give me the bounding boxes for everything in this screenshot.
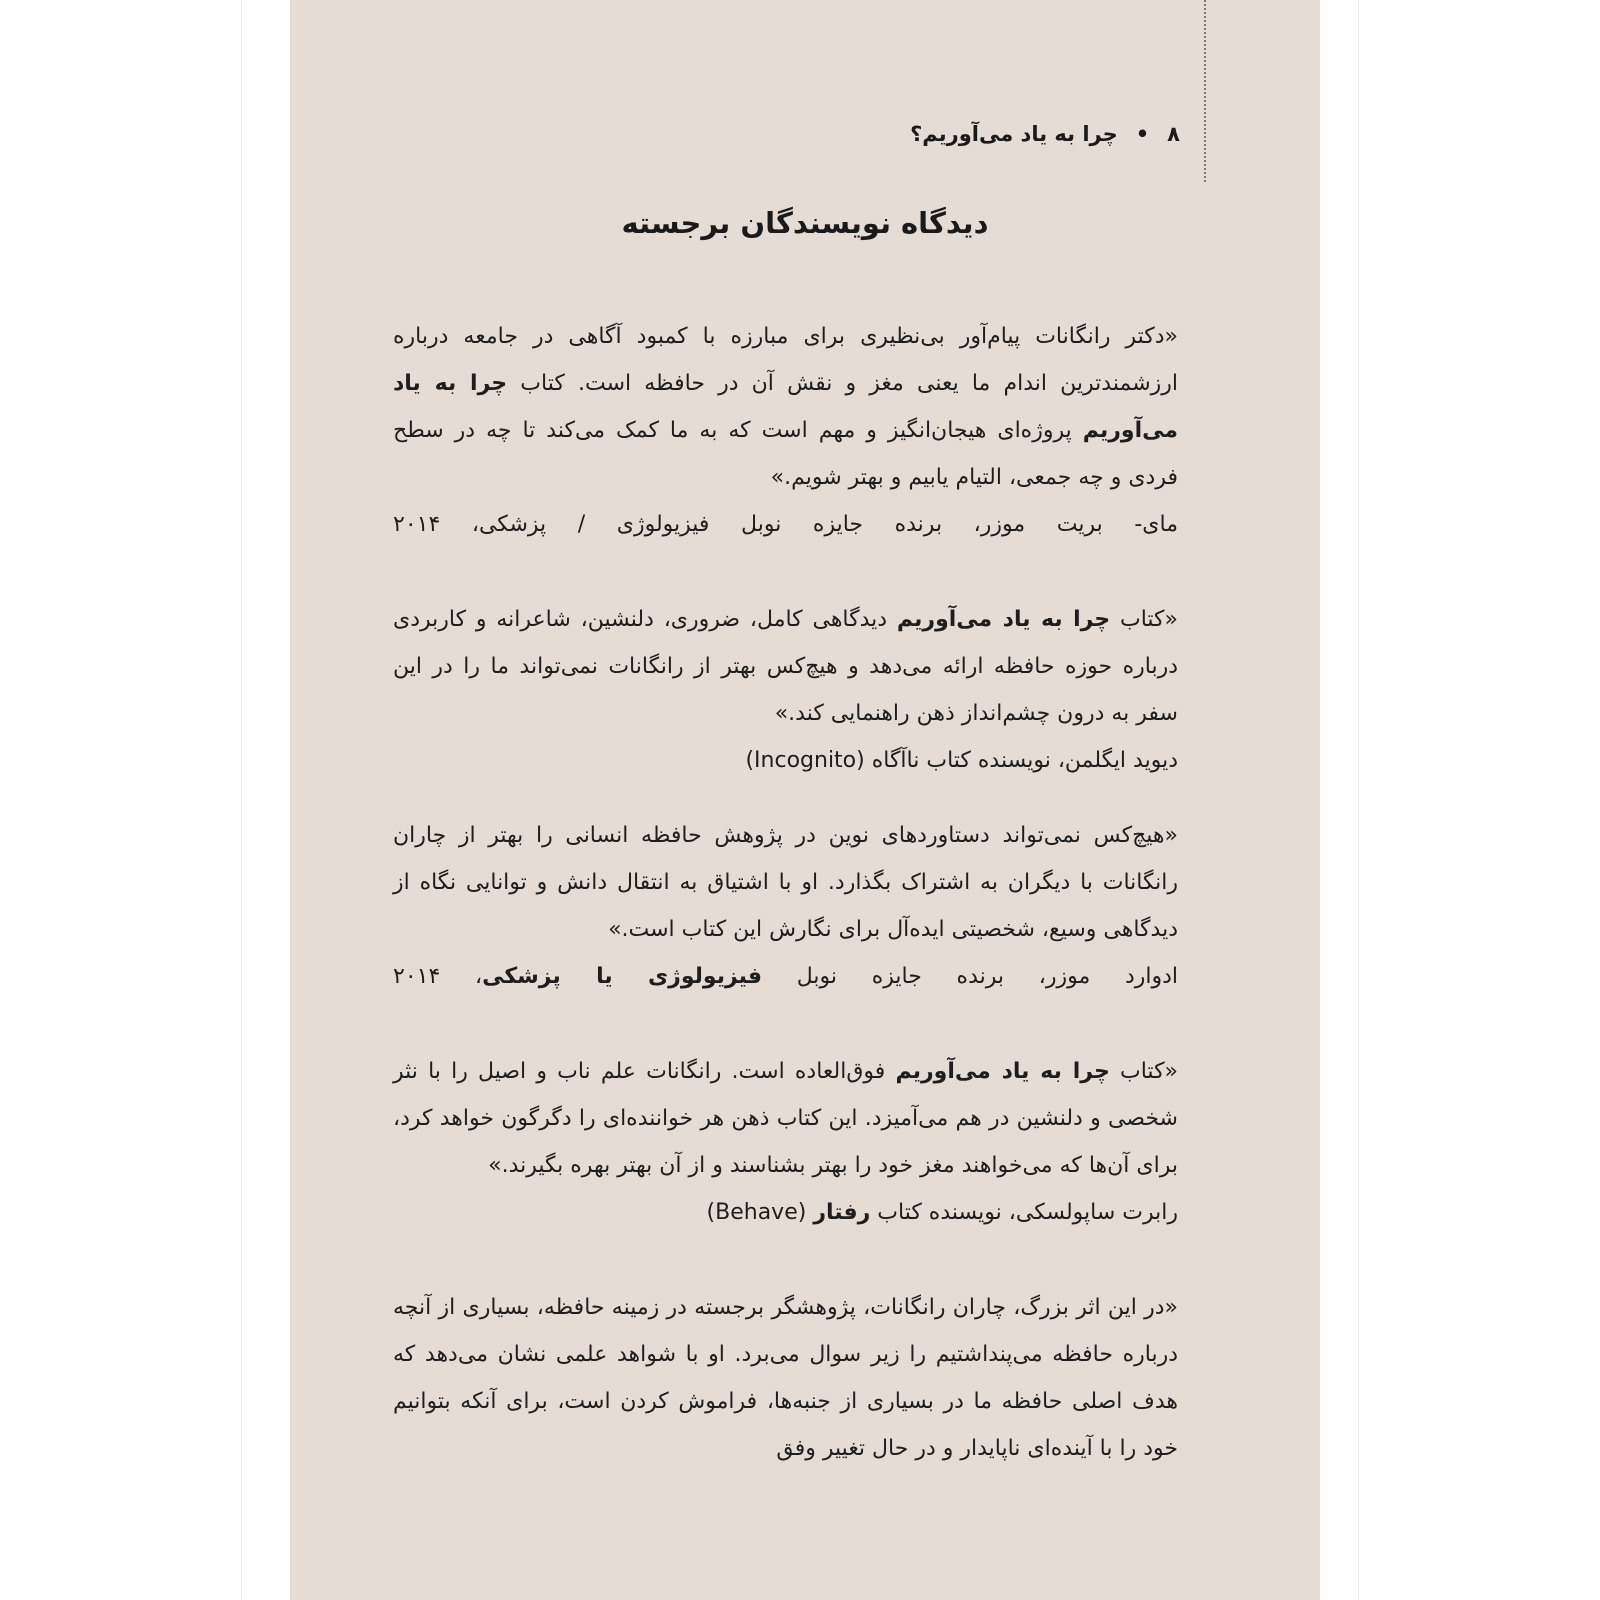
endorsement-quote: «کتاب چرا به یاد می‌آوریم فوق‌العاده است. رانگانات علم ناب و اصیل را با نثر شخصی و دلنشین در هم می‌آمیزد. این کتاب ذهن هر خواننده‌ای را دگرگون خواهد کرد، برای آن‌ها که می‌خواهند مغز خود را بهتر بشناسند و از آن بهتر بهره بگیرند.» bbox=[393, 1059, 1179, 1178]
endorsement-quote: «هیچ‌کس نمی‌تواند دستاوردهای نوین در پژوهش حافظه انسانی را بهتر از چاران رانگانات با دیگران به اشتراک بگذارد. او با اشتیاق به انتقال دانش و توانایی نگاه از دیدگاهی وسیع، شخصیتی ایده‌آل برای نگارش این کتاب است.» bbox=[393, 823, 1178, 942]
endorsement-attribution: ادوارد موزر، برنده جایزه نوبل فیزیولوژی یا پزشکی، ۲۰۱۴ bbox=[393, 964, 1179, 989]
endorsement-quote: «کتاب چرا به یاد می‌آوریم دیدگاهی کامل، ضروری، دلنشین، شاعرانه و کاربردی درباره حوزه حافظه ارائه می‌دهد و هیچ‌کس بهتر از رانگانات نمی‌تواند ما را در این سفر به درون چشم‌انداز ذهن راهنمایی کند.» bbox=[393, 607, 1178, 726]
section-title: دیدگاه نویسندگان برجسته bbox=[621, 206, 989, 240]
page-number: ۸ bbox=[1167, 122, 1180, 146]
running-head bbox=[800, 122, 1180, 146]
endorsement-quote: «در این اثر بزرگ، چاران رانگانات، پژوهشگر برجسته در زمینه حافظه، بسیاری از آنچه درباره حافظه می‌پنداشتیم را زیر سوال می‌برد. او با شواهد علمی نشان می‌دهد که هدف اصلی حافظه ما در بسیاری از جنبه‌ها، فراموش کردن است، برای آنکه بتوانیم خود را با آینده‌ای ناپایدار و در حال تغییر وفق bbox=[393, 1295, 1178, 1461]
endorsement-2 bbox=[393, 596, 1178, 784]
endorsement-attribution: مای- بریت موزر، برنده جایزه نوبل فیزیولوژی / پزشکی، ۲۰۱۴ bbox=[393, 512, 1178, 537]
running-head-title: چرا به یاد می‌آوریم؟ bbox=[910, 122, 1118, 146]
margin-dotted-rule bbox=[1204, 0, 1206, 182]
endorsement-1 bbox=[393, 313, 1178, 548]
endorsement-4 bbox=[393, 1048, 1178, 1236]
endorsements bbox=[393, 313, 1178, 1472]
endorsement-attribution: دیوید ایگلمن، نویسنده کتاب ناآگاه (Incognito) bbox=[745, 748, 1178, 773]
endorsement-5 bbox=[393, 1284, 1178, 1472]
endorsement-attribution: رابرت ساپولسکی، نویسنده کتاب رفتار (Behave) bbox=[706, 1200, 1178, 1225]
endorsement-3 bbox=[393, 812, 1178, 1000]
endorsement-quote: «دکتر رانگانات پیام‌آور بی‌نظیری برای مبارزه با کمبود آگاهی در جامعه درباره ارزشمندترین اندام ما یعنی مغز و نقش آن در حافظه است. کتاب چرا به یاد می‌آوریم پروژه‌ای هیجان‌انگیز و مهم است که به ما کمک می‌کند تا چه در سطح فردی و چه جمعی، التیام یابیم و بهتر شویم.» bbox=[393, 324, 1178, 490]
bullet-icon: • bbox=[1135, 122, 1150, 146]
